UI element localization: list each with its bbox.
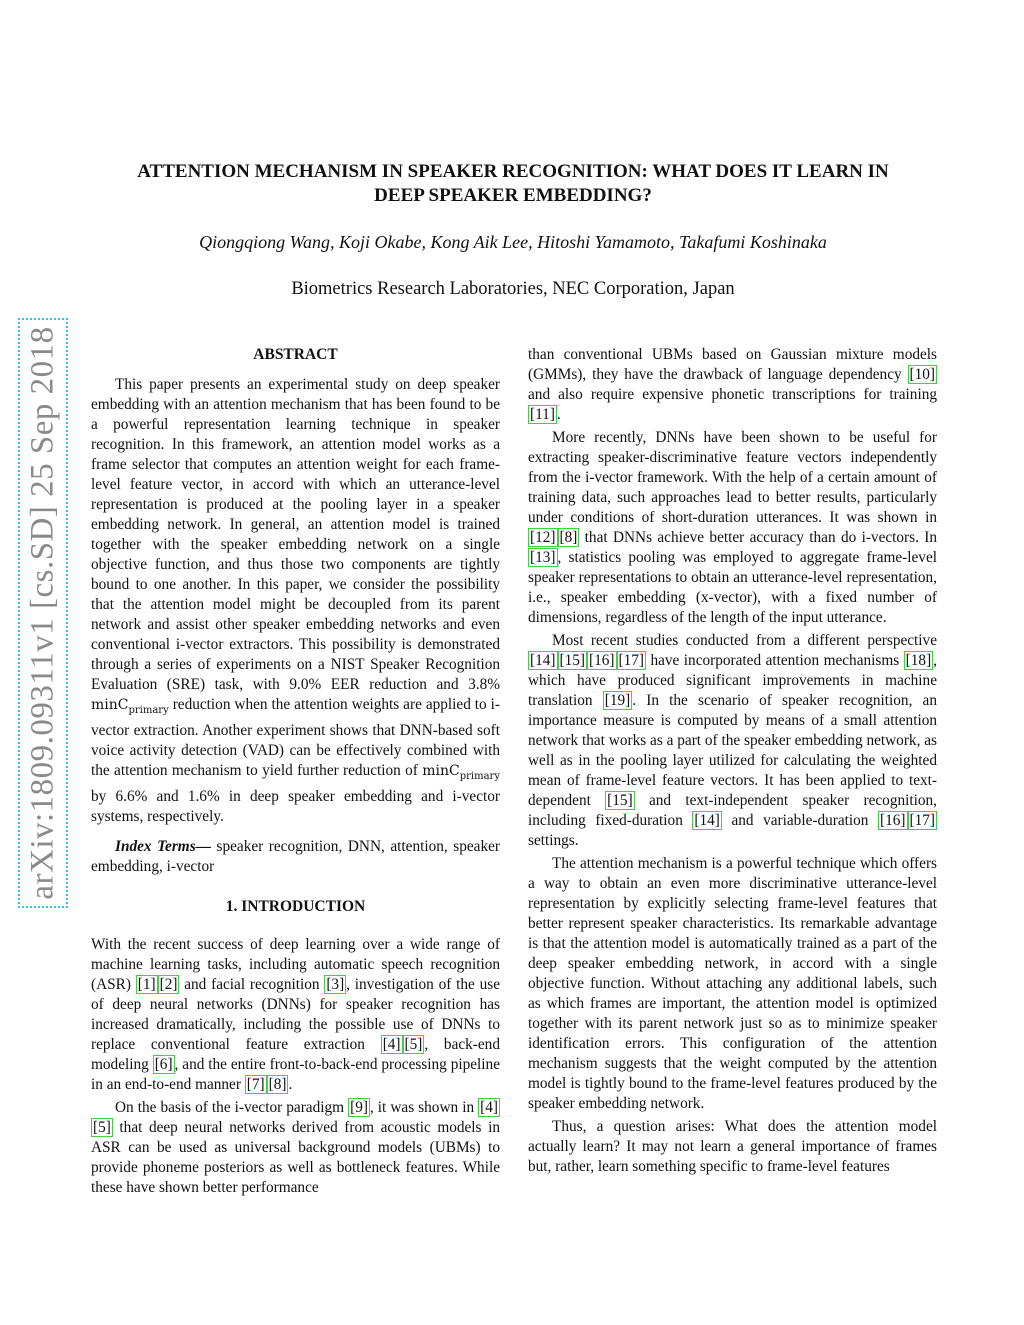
citation-link[interactable]: [12]: [530, 529, 556, 546]
affiliation: Biometrics Research Laboratories, NEC Corporation, Japan: [291, 279, 735, 299]
minc-primary-math: minC$_{primary}$: [91, 697, 169, 716]
citation-link[interactable]: [5]: [93, 1118, 111, 1136]
citation-link[interactable]: [9]: [350, 1098, 368, 1116]
citation-link[interactable]: [14]: [694, 812, 720, 829]
citation-link[interactable]: [6]: [154, 1055, 173, 1073]
arxiv-id: arXiv:1809.09311v1 [cs.SD] 25 Sep 2018: [24, 326, 61, 900]
citation-link[interactable]: [10]: [909, 366, 935, 383]
right-paragraph-1: than conventional UBMs based on Gaussian mixture models (GMMs), they have the drawback of language dependency [10] and also require expensive phonetic transcriptions for training [11] .: [528, 346, 937, 423]
right-column: [528, 345, 937, 1180]
citation-link[interactable]: [16]: [589, 652, 615, 669]
citation-link[interactable]: [13]: [530, 549, 556, 566]
abstract-heading: ABSTRACT: [253, 346, 338, 363]
arxiv-sidebar-stamp: [18, 318, 68, 908]
right-paragraph-5: Thus, a question arises: What does the attention model actually learn? It may not learn a general importance of frames but, rather, learn something specific to frame-level features: [528, 1118, 937, 1175]
intro-paragraph-1: With the recent success of deep learning over a wide range of machine learning tasks, including automatic speech recognition (ASR) [1] [2] and facial recognition [3] , investigation of the use of deep neural networks (DNNs) for speaker recognition has increased dramatically, including the possible use of DNNs to replace conventional feature extraction [4] [5] , back-end modeling [6] , and the entire front-to-back-end processing pipeline in an end-to-end manner [7] [8] .: [91, 935, 501, 1093]
citation-link[interactable]: [18]: [905, 652, 932, 669]
citation-link[interactable]: [11]: [530, 406, 555, 423]
citation-link[interactable]: [4]: [382, 1035, 401, 1053]
citation-link[interactable]: [14]: [530, 652, 556, 669]
citation-link[interactable]: [8]: [559, 529, 578, 546]
intro-paragraph-2: On the basis of the i-vector paradigm [9] , it was shown in [4][5] that deep neural networks derived from acoustic models in ASR can be used as universal background models (UBMs) to provide phoneme posteriors as well as bottleneck features. While these have shown better performance: [91, 1098, 500, 1196]
paper-title-line-1: ATTENTION MECHANISM IN SPEAKER RECOGNITION: WHAT DOES IT LEARN IN: [137, 161, 889, 182]
paper-title: [90, 160, 936, 208]
citation-link[interactable]: [8]: [268, 1075, 287, 1093]
citation-link[interactable]: [7]: [246, 1075, 265, 1093]
citation-link[interactable]: [5]: [404, 1035, 423, 1053]
abstract-body: This paper presents an experimental study on deep speaker embedding with an attention mechanism that has been found to be a powerful representation learning technique in speaker recognition. In this framework, an attention model works as a frame selector that computes an attention weight for each frame-level feature vector, in accord with which an utterance-level representation is produced at the pooling layer in a speaker embedding network. In general, an attention model is trained together with the speaker embedding network on a single objective function, and thus those two components are tightly bound to one another. In this paper, we consider the possibility that the attention model might be decoupled from its parent network and assist other speaker embedding networks and even conventional i-vector extractors. This possibility is demonstrated through a series of experiments on a NIST Speaker Recognition Evaluation (SRE) task, with 9.0% EER reduction and 3.8% minC$_{primary}$ reduction when the attention weights are applied to i-vector extraction. Another experiment shows that DNN-based soft voice activity detection (VAD) can be effectively combined with the attention mechanism to yield further reduction of minC$_{primary}$ by 6.6% and 1.6% in deep speaker embedding and i-vector systems, respectively.: [91, 376, 500, 825]
index-terms: Index Terms— speaker recognition, DNN, attention, speaker embedding, i-vector: [91, 837, 500, 875]
index-terms-label: Index Terms—: [115, 837, 211, 855]
citation-link[interactable]: [2]: [159, 975, 178, 993]
citation-link[interactable]: [16]: [880, 812, 906, 829]
introduction-heading: 1. INTRODUCTION: [225, 897, 366, 915]
citation-link[interactable]: [17]: [618, 652, 644, 669]
right-paragraph-3: Most recent studies conducted from a different perspective [14] [15] [16] [17] have incorporated attention mechanisms [18] , which have produced significant improvements in machine translation [19] . In the scenario of speaker recognition, an importance measure is computed by means of a small attention network that works as a part of the speaker embedding network, as well as in the pooling layer utilized for calculating the weighted mean of frame-level feature vectors. It has been applied to text-dependent [15] and text-independent speaker recognition, including fixed-duration [14] and variable-duration [16] [17] settings.: [528, 632, 937, 849]
citation-link[interactable]: [19]: [604, 692, 631, 709]
author-list: Qiongqiong Wang, Koji Okabe, Kong Aik Lee, Hitoshi Yamamoto, Takafumi Koshinaka: [199, 232, 827, 252]
citation-link[interactable]: [15]: [607, 792, 633, 809]
citation-link[interactable]: [1]: [137, 975, 156, 993]
citation-link[interactable]: [3]: [326, 975, 345, 993]
right-paragraph-2: More recently, DNNs have been shown to be useful for extracting speaker-discriminative feature vectors independently from the i-vector framework. With the help of a certain amount of training data, such approaches lead to better results, particularly under conditions of short-duration utterances. It was shown in [12] [8] that DNNs achieve better accuracy than do i-vectors. In [13] , statistics pooling was employed to aggregate frame-level speaker representations to obtain an utterance-level representation, i.e., speaker embedding (x-vector), with a fixed number of dimensions, regardless of the length of the input utterance.: [528, 429, 937, 626]
right-paragraph-4: The attention mechanism is a powerful technique which offers a way to obtain an even more discriminative utterance-level representation by explicitly selecting frame-level features that better represent speaker characteristics. Its remarkable advantage is that the attention model is automatically trained as a part of the deep speaker embedding network, in accord with a single objective function. Without attaching any additional labels, such as which frames are important, the attention model is optimized together with its parent network just so as to minimize speaker identification errors. This configuration of the attention mechanism suggests that the weight computed by the attention model is tightly bound to the frame-level features produced by the speaker embedding network.: [528, 855, 937, 1112]
citation-link[interactable]: [17]: [909, 812, 935, 829]
left-column: [91, 345, 500, 1201]
minc-primary-math: minC$_{primary}$: [422, 762, 500, 782]
citation-link[interactable]: [15]: [559, 652, 585, 669]
citation-link[interactable]: [4]: [480, 1098, 498, 1116]
paper-title-line-2: DEEP SPEAKER EMBEDDING?: [374, 185, 652, 206]
